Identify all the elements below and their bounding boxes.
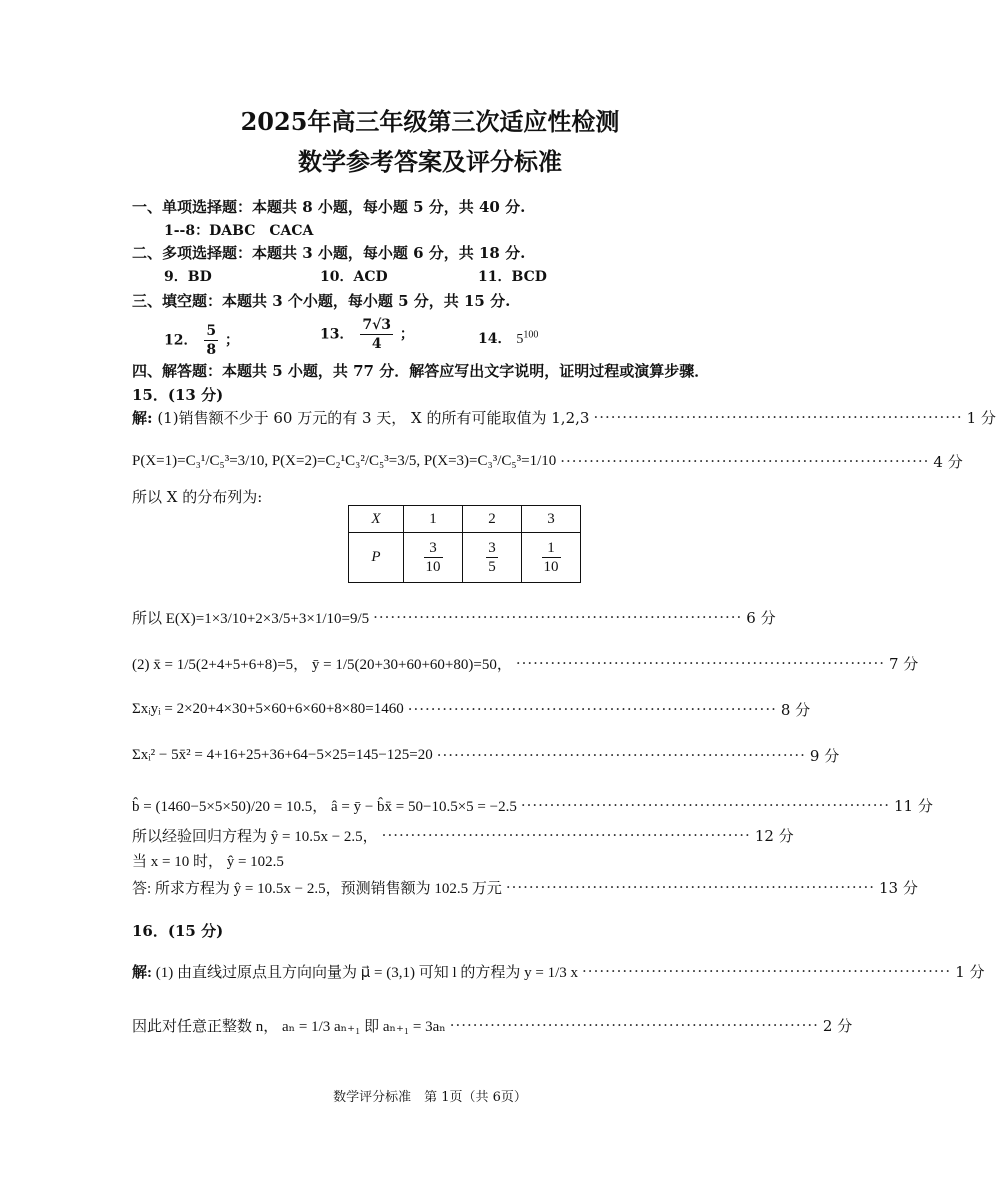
table-cell: $\frac{3}{5}$ (463, 533, 522, 583)
q16-line1-score: 1 分 (955, 962, 985, 981)
table-row-label: P (349, 533, 404, 583)
q16-line2: 因此对任意正整数 n， aₙ = 1/3 aₙ₊₁ 即 aₙ₊₁ = 3aₙ ································································ 2 分 (132, 1016, 853, 1035)
q14-exponent: 100 (523, 329, 539, 341)
q12-label: 12． (164, 332, 198, 349)
page-title: 2025年高三年级第三次适应性检测 (240, 107, 620, 136)
q15-line2-score: 4 分 (933, 452, 963, 471)
q15-line1-score: 1 分 (966, 408, 996, 427)
answer-q14 (478, 328, 538, 348)
q14-label: 14． (478, 331, 512, 347)
q13-fraction: $\frac{7√3}{4}$ (362, 317, 392, 352)
q16-line2-score: 2 分 (822, 1016, 853, 1035)
q15-line2-text: P(X=1)=C₃¹/C₅³=3/10, P(X=2)=C₂¹C₃²/C₅³=3/5, P(X=3)=C₃³/C₅³=1/10 (132, 452, 557, 469)
page-subtitle: 数学参考答案及评分标准 (298, 147, 562, 176)
q15-line5-text: (2) x̄ = 1/5(2+4+5+6+8)=5， ȳ = 1/5(20+30+60+60+80)=50， (132, 656, 512, 673)
answer-q12 (164, 322, 239, 359)
q13-sep: ； (399, 326, 414, 343)
q15-line6: Σxᵢyᵢ = 2×20+4×30+5×60+6×60+8×80=1460 ································································ 8 分 (132, 700, 811, 719)
q15-line8: b̂ = (1460−5×5×50)/20 = 10.5， â = ȳ − b̂x̄ = 50−10.5×5 = −2.5 ································································ 11 分 (132, 796, 933, 815)
q15-line11-score: 13 分 (879, 878, 918, 897)
q15-line7-text: Σxᵢ² − 5x̄² = 4+16+25+36+64−5×25=145−125=20 (132, 746, 433, 763)
q15-line8-score: 11 分 (894, 796, 933, 815)
q15-heading: 15．(13 分) (132, 386, 224, 404)
q15-line4-score: 6 分 (746, 608, 776, 627)
q15-line6-score: 8 分 (780, 700, 811, 719)
q15-line10: 当 x = 10 时， ŷ = 102.5 (132, 854, 284, 870)
table-row (349, 533, 581, 583)
q15-line6-text: Σxᵢyᵢ = 2×20+4×30+5×60+6×60+8×80=1460 (132, 700, 404, 717)
q15-line3: 所以 X 的分布列为: (132, 488, 263, 506)
q16-line1: 解: (1) 由直线过原点且方向向量为 μ⃗ = (3,1) 可知 l 的方程为 y = 1/3 x ································································ 1 分 (132, 962, 985, 981)
q16-line2-text: 因此对任意正整数 n， aₙ = 1/3 aₙ₊₁ 即 aₙ₊₁ = 3aₙ (132, 1018, 446, 1035)
section1-answers: 1--8：DABC CACA (164, 223, 314, 239)
q16-solution-prefix: 解: (132, 964, 152, 981)
q15-line4-text: 所以 E(X)=1×3/10+2×3/5+3×1/10=9/5 (132, 610, 370, 627)
table-header-x: X (349, 506, 404, 533)
table-cell: $\frac{1}{10}$ (522, 533, 581, 583)
q12-fraction: $\frac{5}{8}$ (206, 323, 217, 358)
answer-q10: 10．ACD (320, 269, 388, 285)
q16-heading: 16．(15 分) (132, 922, 224, 940)
q15-line7-score: 9 分 (809, 746, 840, 765)
page-footer: 数学评分标准 第 1页（共 6页） (333, 1090, 527, 1105)
table-header-3: 3 (522, 506, 581, 533)
q15-line9-text: 所以经验回归方程为 ŷ = 10.5x − 2.5， (132, 828, 378, 845)
answer-q13 (320, 316, 414, 353)
q15-line8-text: b̂ = (1460−5×5×50)/20 = 10.5， â = ȳ − b̂x̄ = 50−10.5×5 = −2.5 (132, 798, 517, 815)
q15-line11-text: 答: 所求方程为 ŷ = 10.5x − 2.5，预测销售额为 102.5 万元 (132, 880, 502, 897)
q15-line1-text: (1)销售额不少于 60 万元的有 3 天， X 的所有可能取值为 1,2,3 (157, 408, 590, 427)
q15-solution-prefix: 解: (132, 408, 153, 427)
q12-sep: ； (224, 332, 239, 349)
table-row (349, 506, 581, 533)
q15-line11: 答: 所求方程为 ŷ = 10.5x − 2.5，预测销售额为 102.5 万元 ································································ 13 分 (132, 878, 918, 897)
q15-line9: 所以经验回归方程为 ŷ = 10.5x − 2.5， ································································ 12 分 (132, 826, 794, 845)
answer-q11: 11．BCD (478, 269, 547, 285)
q15-line5-score: 7 分 (888, 654, 919, 673)
q13-label: 13． (320, 326, 354, 343)
answer-q9: 9．BD (164, 269, 212, 285)
q15-line5: (2) x̄ = 1/5(2+4+5+6+8)=5， ȳ = 1/5(20+30+60+60+80)=50， ································································ 7 分 (132, 654, 919, 673)
q15-line1: 解: (1)销售额不少于 60 万元的有 3 天， X 的所有可能取值为 1,2,3 ································································ 1 分 (132, 408, 996, 427)
table-header-1: 1 (404, 506, 463, 533)
section1-heading: 一、单项选择题：本题共 8 小题，每小题 5 分，共 40 分. (132, 198, 526, 216)
q15-line9-score: 12 分 (754, 826, 794, 845)
section2-heading: 二、多项选择题：本题共 3 小题，每小题 6 分，共 18 分. (132, 244, 526, 262)
section3-heading: 三、填空题：本题共 3 个小题，每小题 5 分，共 15 分. (132, 292, 511, 310)
q16-line1-text: (1) 由直线过原点且方向向量为 μ⃗ = (3,1) 可知 l 的方程为 y = 1/3 x (155, 964, 579, 981)
q15-line7: Σxᵢ² − 5x̄² = 4+16+25+36+64−5×25=145−125=20 ································································ 9 分 (132, 746, 840, 765)
table-cell: $\frac{3}{10}$ (404, 533, 463, 583)
distribution-table (348, 505, 581, 583)
section4-heading: 四、解答题：本题共 5 小题，共 77 分．解答应写出文字说明，证明过程或演算步骤． (132, 362, 710, 380)
q15-line4: 所以 E(X)=1×3/10+2×3/5+3×1/10=9/5 ································································ 6 分 (132, 608, 776, 627)
q15-line2: P(X=1)=C₃¹/C₅³=3/10, P(X=2)=C₂¹C₃²/C₅³=3/5, P(X=3)=C₃³/C₅³=1/10 ································································ 4 分 (132, 452, 963, 471)
q14-base: 5 (516, 332, 524, 347)
table-header-2: 2 (463, 506, 522, 533)
